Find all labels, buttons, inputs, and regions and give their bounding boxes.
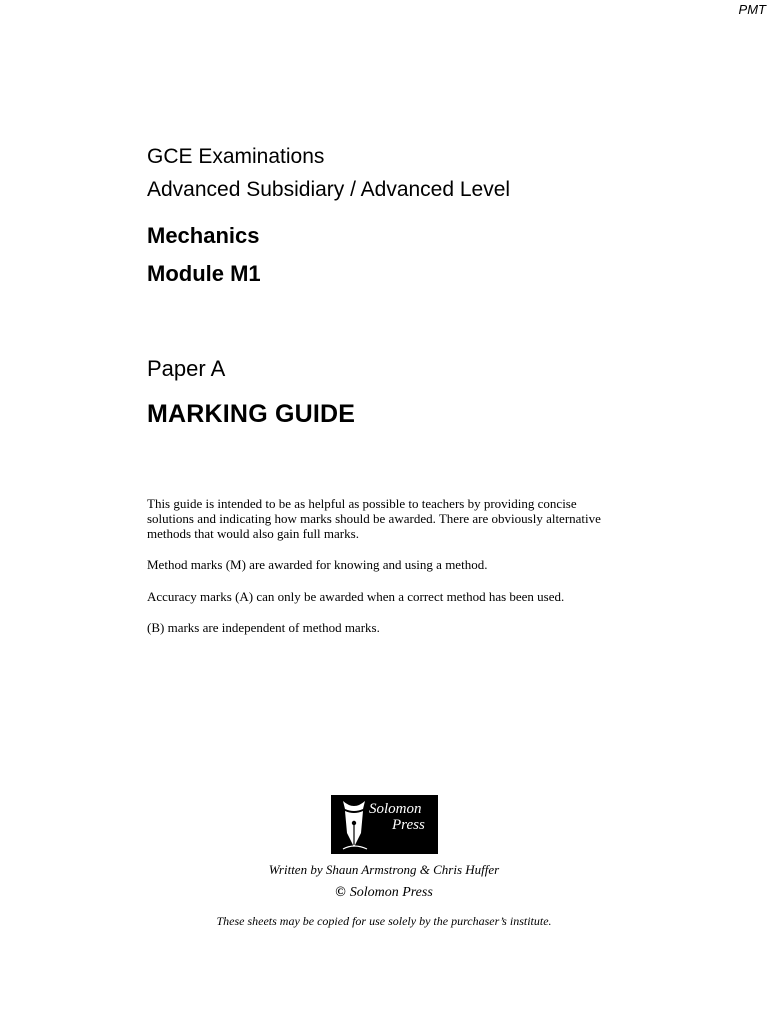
copyright-holder: Solomon Press <box>349 885 433 900</box>
subject-title: Mechanics <box>147 223 260 248</box>
paper-label: Paper A <box>147 356 226 381</box>
method-marks-note: Method marks (M) are awarded for knowing and using a method. <box>147 557 488 572</box>
authors-credit: Written by Shaun Armstrong & Chris Huffer <box>268 862 500 877</box>
copyright-icon: © <box>335 885 346 900</box>
exam-board: GCE Examinations <box>147 145 325 168</box>
copy-notice: These sheets may be copied for use solely by the purchaser’s institute. <box>216 914 552 928</box>
copyright-line <box>0 884 768 901</box>
pmt-watermark: PMT <box>738 2 766 17</box>
b-marks-note: (B) marks are independent of method marks. <box>147 620 380 635</box>
qualification-level: Advanced Subsidiary / Advanced Level <box>147 178 511 201</box>
document-title: MARKING GUIDE <box>147 400 356 428</box>
fountain-pen-nib-icon <box>339 799 369 851</box>
logo-text-solomon: Solomon <box>369 801 422 817</box>
module-title: Module M1 <box>147 261 261 286</box>
logo-text-press: Press <box>392 817 425 833</box>
intro-paragraph: This guide is intended to be as helpful as possible to teachers by providing concise solutions and indicating how marks should be awarded. There are obviously alternative methods that would also gain full marks. <box>147 496 601 541</box>
solomon-press-logo <box>331 795 438 854</box>
accuracy-marks-note: Accuracy marks (A) can only be awarded when a correct method has been used. <box>147 589 565 604</box>
